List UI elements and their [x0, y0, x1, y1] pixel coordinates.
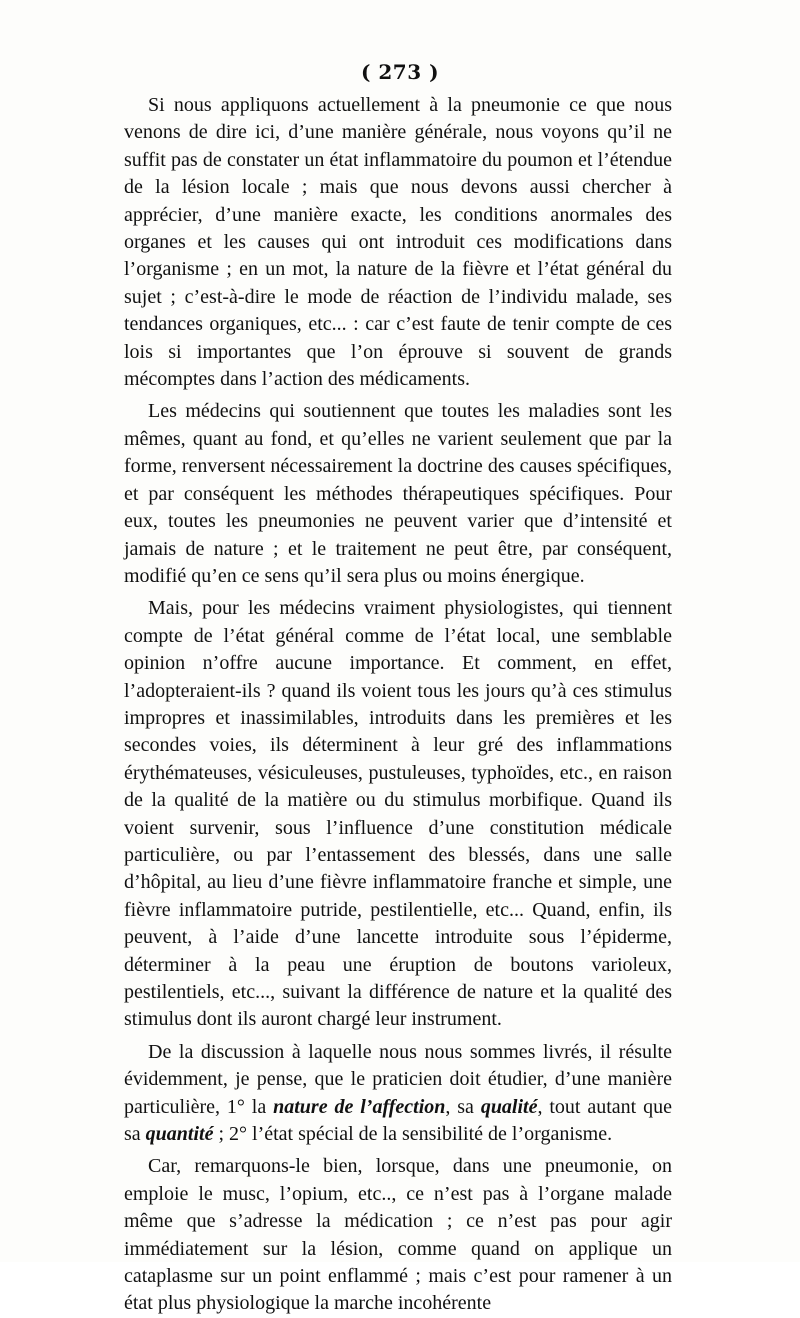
paragraph — [124, 595, 672, 1034]
text-segment: De la discussion à laquelle nous nous sommes livrés, il résulte évidemment, je pense, que le praticien doit étudier, d’une manière particulière, 1° la — [124, 1040, 672, 1118]
text-segment: Mais, pour les médecins vraiment physiologistes, qui tiennent compte de l’état général comme de l’état local, une semblable opinion n’offre aucune importance. Et comment, en effet, l’adopteraient-ils ? quand ils voient tous les jours qu’à ces stimulus impropres et inassimilables, introduits dans les premières et les secondes voies, ils déterminent à leur gré des inflammations érythémateuses, vésiculeuses, pustuleuses, typhoïdes, etc., en raison de la qualité de la matière ou du stimulus morbifique. Quand ils voient survenir, sous l’influence d’une constitution médicale particulière, ou par l’entassement des blessés, dans une salle d’hôpital, au lieu d’une fièvre inflammatoire franche et simple, une fièvre inflammatoire putride, pestilentielle, etc... Quand, enfin, ils peuvent, à l’aide d’une lancette introduite sous l’épiderme, déterminer à la peau une éruption de boutons varioleux, pestilentiels, etc..., suivant la différence de nature et la qualité des stimulus dont ils auront chargé leur instrument. — [124, 597, 672, 1031]
text-segment: Si nous appliquons actuellement à la pneumonie ce que nous venons de dire ici, d’une manière générale, nous voyons qu’il ne suffit pas de constater un état inflammatoire du poumon et l’étendue de la lésion locale ; mais que nous devons aussi chercher à apprécier, d’une manière exacte, les conditions anormales des organes et les causes qui ont introduit ces modifications dans l’organisme ; en un mot, la nature de la fièvre et l’état général du sujet ; c’est-à-dire le mode de réaction de l’individu malade, ses tendances organiques, etc... : car c’est faute de tenir compte de ces lois si importantes que l’on éprouve si souvent de grands mécomptes dans l’action des médicaments. — [124, 94, 672, 391]
text-segment: Les médecins qui soutiennent que toutes les maladies sont les mêmes, quant au fond, et qu’elles ne varient seulement que par la forme, renversent nécessairement la doctrine des causes spécifiques, et par conséquent les méthodes thérapeutiques spécifiques. Pour eux, toutes les pneumonies ne peuvent varier que d’intensité et jamais de nature ; et le traitement ne peut être, par conséquent, modifié qu’en ce sens qu’il sera plus ou moins énergique. — [124, 400, 672, 587]
text-segment: , tout autant que sa — [124, 1095, 672, 1146]
emphasis-qualite: qualité — [480, 1095, 538, 1118]
paragraph — [124, 398, 672, 590]
emphasis-nature-de-laffection: nature de l’affection — [273, 1095, 446, 1118]
paragraph — [124, 1039, 672, 1149]
body-text — [124, 92, 672, 1318]
emphasis-quantite: quantité — [145, 1123, 214, 1146]
page-number: ( 273 ) — [360, 60, 440, 84]
paragraph — [124, 1153, 672, 1317]
text-segment: , sa — [445, 1095, 481, 1118]
text-segment: Car, remarquons-le bien, lorsque, dans une pneumonie, on emploie le musc, l’opium, etc.., ce n’est pas à l’organe malade même que s’adresse la médication ; ce n’est pas pour agir immédiatement sur la lésion, comme quand on applique un cataplasme sur un point enflammé ; mais c’est pour ramener à un état plus physiologique la marche incohérente — [124, 1155, 672, 1315]
text-segment: ; 2° l’état spécial de la sensibilité de l’organisme. — [213, 1123, 613, 1146]
paragraph — [124, 92, 672, 393]
